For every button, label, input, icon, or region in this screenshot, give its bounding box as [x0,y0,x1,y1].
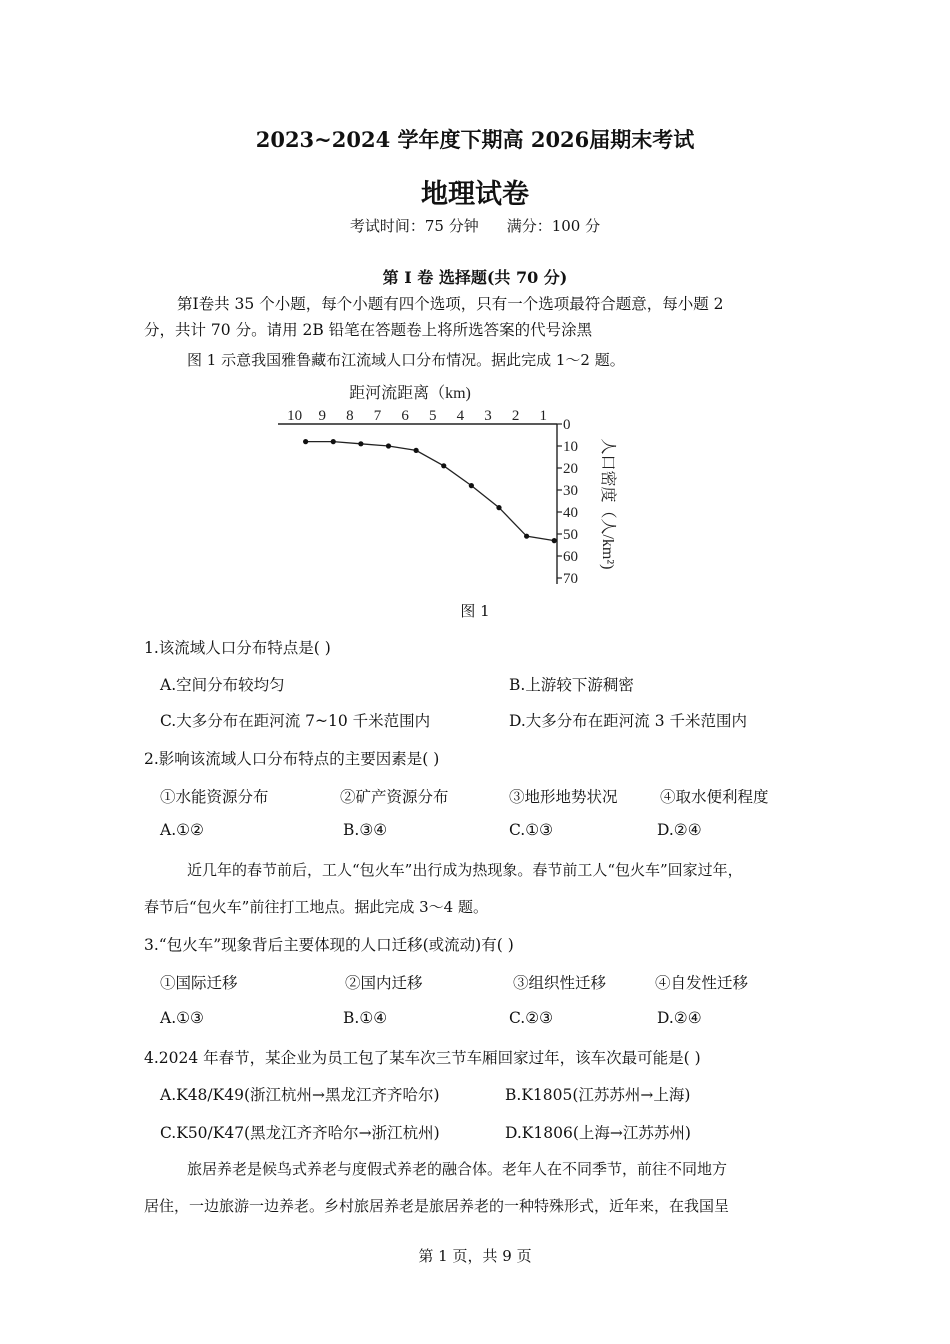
y-tick-label: 40 [563,505,578,521]
q1-option-c[interactable]: C.大多分布在距河流 7~10 千米范围内 [160,712,431,730]
data-point [524,534,529,539]
x-axis-label: 距河流距离（km) [349,385,471,402]
q4-option-b[interactable]: B.K1805(江苏苏州→上海) [505,1086,691,1104]
y-tick-label: 50 [563,527,578,543]
figure1-caption: 图 1 [460,602,490,620]
data-point [552,538,557,543]
data-point [303,439,308,444]
q1-option-b[interactable]: B.上游较下游稠密 [509,676,634,694]
data-point [358,441,363,446]
x-tick-label: 10 [287,408,303,424]
density-line [306,442,555,541]
page-footer: 第 1 页，共 9 页 [418,1247,532,1265]
q3-stem: 3.“包火车”现象背后主要体现的人口迁移(或流动)有( ) [144,936,514,954]
q4-stem: 4.2024 年春节，某企业为员工包了某车次三节车厢回家过年，该车次最可能是( ) [144,1049,701,1067]
q2-option-c[interactable]: C.①③ [509,821,554,839]
exam-subject: 地理试卷 [421,179,529,210]
instructions-line1: 第Ⅰ卷共 35 个小题，每个小题有四个选项，只有一个选项最符合题意，每小题 2 [177,295,724,313]
x-tick-label: 2 [511,408,520,424]
data-point [441,463,446,468]
exam-time: 考试时间：75 分钟 [349,217,479,235]
data-point [496,505,501,510]
x-tick-label: 8 [346,408,354,424]
section-heading: 第 I 卷 选择题(共 70 分) [382,268,568,287]
q2-option-d[interactable]: D.②④ [657,821,702,839]
y-tick-label: 60 [563,549,578,565]
x-tick-label: 9 [318,408,326,424]
y-tick-label: 0 [563,417,571,433]
exam-title: 2023~2024 学年度下期高 2026届期末考试 [255,127,695,152]
q3-item-4: ④自发性迁移 [655,974,749,992]
q2-item-3: ③地形地势状况 [509,788,618,806]
q2-item-4: ④取水便利程度 [660,788,769,806]
y-axis-label: 人口密度（人/km²) [599,438,616,570]
q1-stem: 1.该流域人口分布特点是( ) [144,639,331,657]
q2-option-b[interactable]: B.③④ [343,821,388,839]
figure1-intro: 图 1 示意我国雅鲁藏布江流域人口分布情况。据此完成 1～2 题。 [187,351,625,369]
exam-score: 满分：100 分 [506,217,601,235]
data-point [469,483,474,488]
x-tick-label: 5 [428,408,437,424]
data-point [331,439,336,444]
x-tick-label: 1 [539,408,547,424]
y-tick-label: 70 [563,571,578,587]
q3-option-a[interactable]: A.①③ [160,1009,204,1027]
q3-item-3: ③组织性迁移 [513,974,607,992]
y-tick-label: 20 [563,461,578,477]
x-tick-label: 6 [401,408,409,424]
passage2-line2: 春节后“包火车”前往打工地点。据此完成 3～4 题。 [144,898,488,916]
population-density-chart [270,378,630,593]
instructions-line2: 分，共计 70 分。请用 2B 铅笔在答题卷上将所选答案的代号涂黑 [144,321,593,339]
passage2-line1: 近几年的春节前后，工人“包火车”出行成为热现象。春节前工人“包火车”回家过年， [187,861,743,879]
q3-option-c[interactable]: C.②③ [509,1009,554,1027]
q2-option-a[interactable]: A.①② [160,821,204,839]
q3-option-d[interactable]: D.②④ [657,1009,702,1027]
passage3-line1: 旅居养老是候鸟式养老与度假式养老的融合体。老年人在不同季节，前往不同地方 [187,1160,728,1178]
y-tick-label: 10 [563,439,578,455]
q4-option-c[interactable]: C.K50/K47(黑龙江齐齐哈尔→浙江杭州) [160,1124,440,1142]
q1-option-d[interactable]: D.大多分布在距河流 3 千米范围内 [509,712,748,730]
data-point [414,448,419,453]
q2-item-1: ①水能资源分布 [160,788,269,806]
q3-item-1: ①国际迁移 [160,974,238,992]
q3-item-2: ②国内迁移 [345,974,423,992]
q4-option-a[interactable]: A.K48/K49(浙江杭州→黑龙江齐齐哈尔) [160,1086,440,1104]
x-tick-label: 3 [484,408,492,424]
x-tick-label: 4 [456,408,465,424]
q3-option-b[interactable]: B.①④ [343,1009,388,1027]
x-tick-label: 7 [373,408,382,424]
q1-option-a[interactable]: A.空间分布较均匀 [160,676,285,694]
q4-option-d[interactable]: D.K1806(上海→江苏苏州) [505,1124,691,1142]
q2-stem: 2.影响该流域人口分布特点的主要因素是( ) [144,750,440,768]
passage3-line2: 居住，一边旅游一边养老。乡村旅居养老是旅居养老的一种特殊形式，近年来，在我国呈 [144,1197,730,1215]
data-point [386,443,391,448]
exam-info [0,215,950,236]
y-tick-label: 30 [563,483,578,499]
q2-item-2: ②矿产资源分布 [340,788,449,806]
